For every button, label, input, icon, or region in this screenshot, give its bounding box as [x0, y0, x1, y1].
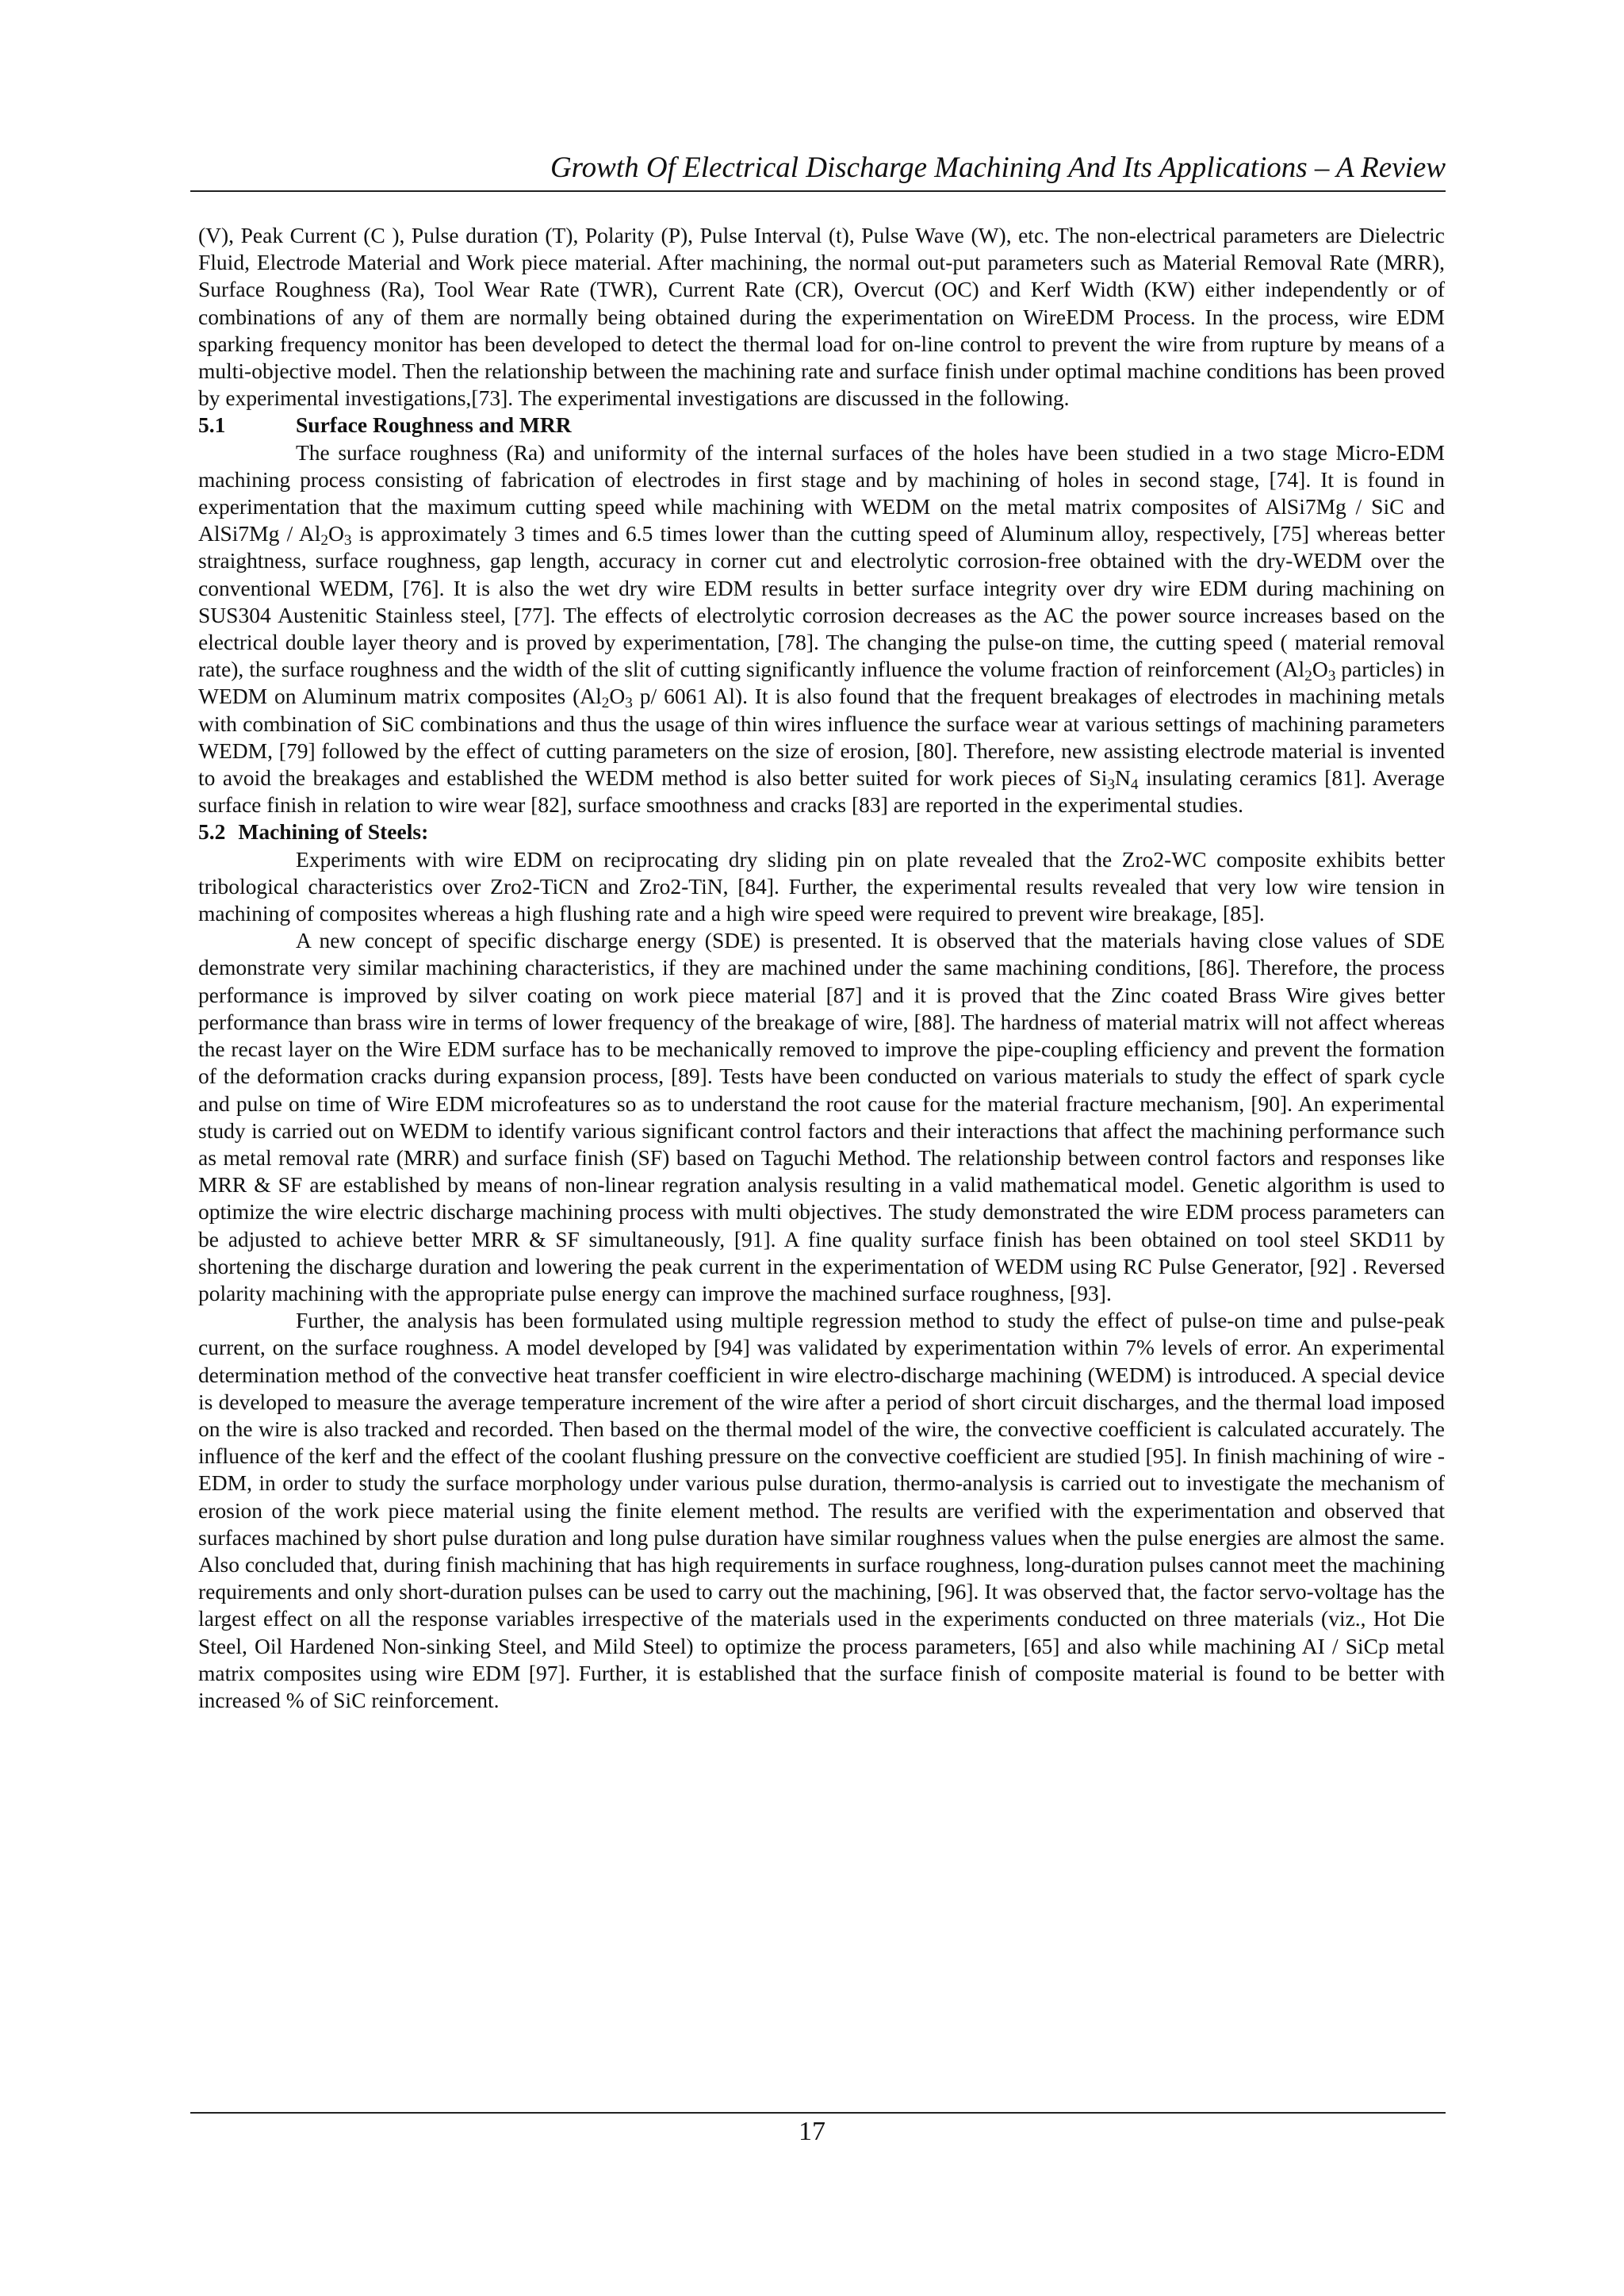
subscript: 2 — [601, 695, 610, 712]
footer-rule — [190, 2112, 1446, 2114]
section-5-2-paragraph-2: A new concept of specific discharge energy (SDE) is presented. It is observed that the materials having close values of SDE demonstrate very similar machining characteristics, if they are machined under the same machining conditions, [86]. Therefore, the process performance is improved by silver coating on work piece material [87] and it is proved that the Zinc coated Brass Wire gives better performance than brass wire in terms of lower frequency of the breakage of wire, [88]. The hardness of material matrix will not affect whereas the recast layer on the Wire EDM surface has to be mechanically removed to improve the pipe-coupling efficiency and prevent the formation of the deformation cracks during expansion process, [89]. Tests have been conducted on various materials to study the effect of spark cycle and pulse on time of Wire EDM microfeatures so as to understand the root cause for the material fracture mechanism, [90]. An experimental study is carried out on WEDM to identify various significant control factors and their interactions that affect the machining performance such as metal removal rate (MRR) and surface finish (SF) based on Taguchi Method. The relationship between control factors and responses like MRR & SF are established by means of non-linear regration analysis resulting in a valid mathematical model. Genetic algorithm is used to optimize the wire electric discharge machining process with multi objectives. The study demonstrated the wire EDM process parameters can be adjusted to achieve better MRR & SF simultaneously, [91]. A fine quality surface finish has been obtained on tool steel SKD11 by shortening the discharge duration and lowering the peak current in the experimentation of WEDM using RC Pulse Generator, [92] . Reversed polarity machining with the appropriate pulse energy can improve the machined surface roughness, [93]. — [198, 928, 1445, 1305]
subscript: 2 — [1304, 668, 1312, 685]
section-5-1-paragraph — [198, 439, 1445, 819]
text-run: insulating ceramics [81]. Average surface finish in relation to wire wear [82], surface smoothness and cracks [83] are reported in the experimental studies. — [198, 765, 1445, 818]
section-heading-5-2 — [198, 818, 1445, 845]
subscript: 3 — [1327, 668, 1336, 685]
text-run: particles) in WEDM on Aluminum matrix composites (Al — [198, 657, 1446, 709]
header-rule — [190, 190, 1446, 192]
section-heading-5-1 — [198, 412, 1445, 439]
text-run: O — [328, 521, 344, 546]
body-text — [198, 222, 1445, 1714]
section-number: 5.2 — [198, 819, 226, 845]
intro-paragraph: (V), Peak Current (C ), Pulse duration (T), Polarity (P), Pulse Interval (t), Pulse Wave (W), etc. The non-electrical parameters are Dielectric Fluid, Electrode Material and Work piece material. After machining, the normal out-put parameters such as Material Removal Rate (MRR), Surface Roughness (Ra), Tool Wear Rate (TWR), Current Rate (CR), Overcut (OC) and Kerf Width (KW) either independently or of combinations of any of them are normally being obtained during the experimentation on WireEDM Process. In the process, wire EDM sparking frequency monitor has been developed to detect the thermal load for on-line control to prevent the wire from rupture by means of a multi-objective model. Then the relationship between the machining rate and surface finish under optimal machine conditions has been proved by experimental investigations,[73]. The experimental investigations are discussed in the following. — [198, 223, 1445, 411]
section-number: 5.1 — [198, 412, 226, 438]
subscript: 2 — [320, 532, 329, 550]
text-run: is approximately 3 times and 6.5 times lower than the cutting speed of Aluminum alloy, respectively, [75] whereas better straightness, surface roughness, gap length, accuracy in corner cut and electrolytic corrosion-free obtained with the dry-WEDM over the conventional WEDM, [76]. It is also the wet dry wire EDM results in better surface integrity over dry wire EDM during machining on SUS304 Austenitic Stainless steel, [77]. The effects of electrolytic corrosion decreases as the AC the power source increases based on the electrical double layer theory and is proved by experimentation, [78]. The changing the pulse-on time, the cutting speed ( material removal rate), the surface roughness and the width of the slit of cutting significantly influence the volume fraction of reinforcement (Al — [198, 521, 1446, 682]
running-head: Growth Of Electrical Discharge Machining And Its Applications – A Review — [550, 151, 1446, 184]
section-5-2-paragraph-1: Experiments with wire EDM on reciprocating dry sliding pin on plate revealed that the Zro2-WC composite exhibits better tribological characteristics over Zro2-TiCN and Zro2-TiN, [84]. Further, the experimental results revealed that very low wire tension in machining of composites whereas a high flushing rate and a high wire speed were required to prevent wire breakage, [85]. — [198, 846, 1445, 926]
page-number: 17 — [799, 2117, 825, 2146]
subscript: 4 — [1130, 776, 1139, 793]
subscript: 3 — [1107, 776, 1115, 793]
subscript: 3 — [343, 532, 352, 550]
section-title: Machining of Steels: — [238, 819, 429, 845]
text-run: O — [609, 684, 626, 709]
section-5-2-paragraph-3: Further, the analysis has been formulated using multiple regression method to study the effect of pulse-on time and pulse-peak current, on the surface roughness. A model developed by [94] was validated by experimentation within 7% levels of error. An experimental determination method of the convective heat transfer coefficient in wire electro-discharge machining (WEDM) is introduced. A special device is developed to measure the average temperature increment of the wire after a period of short circuit discharges, and the thermal load imposed on the wire is also tracked and recorded. Then based on the thermal model of the wire, the convective coefficient is calculated accurately. The influence of the kerf and the effect of the coolant flushing pressure on the convective coefficient are studied [95]. In finish machining of wire -EDM, in order to study the surface morphology under various pulse duration, thermo-analysis is carried out to investigate the mechanism of erosion of the work piece material using the finite element method. The results are verified with the experimentation and observed that surfaces machined by short pulse duration and long pulse duration have similar roughness values when the pulse energies are almost the same. Also concluded that, during finish machining that has high requirements in surface roughness, long-duration pulses cannot meet the machining requirements and only short-duration pulses can be used to carry out the machining, [96]. It was observed that, the factor servo-voltage has the largest effect on all the response variables irrespective of the materials used in the experiments conducted on three materials (viz., Hot Die Steel, Oil Hardened Non-sinking Steel, and Mild Steel) to optimize the process parameters, [65] and also while machining AI / SiCp metal matrix composites using wire EDM [97]. Further, it is established that the surface finish of composite material is found to be better with increased % of SiC reinforcement. — [198, 1308, 1445, 1712]
text-run: O — [1312, 657, 1328, 682]
text-run: The surface roughness (Ra) and uniformity of the internal surfaces of the holes have been studied in a two stage Micro-EDM machining process consisting of fabrication of electrodes in first stage and by machining of holes in second stage, [74]. It is found in experimentation that the maximum cutting speed while machining with WEDM on the metal matrix composites of AlSi7Mg / SiC and AlSi7Mg / Al — [198, 439, 1445, 546]
subscript: 3 — [625, 695, 633, 712]
text-run: p/ 6061 Al). It is also found that the frequent breakages of electrodes in machining metals with combination of SiC combinations and thus the usage of thin wires influence the surface wear at various settings of machining parameters WEDM, [79] followed by the effect of cutting parameters on the size of erosion, [80]. Therefore, new assisting electrode material is invented to avoid the breakages and established the WEDM method is also better suited for work pieces of Si — [198, 684, 1445, 791]
text-run: N — [1114, 765, 1131, 791]
section-title: Surface Roughness and MRR — [296, 412, 572, 438]
